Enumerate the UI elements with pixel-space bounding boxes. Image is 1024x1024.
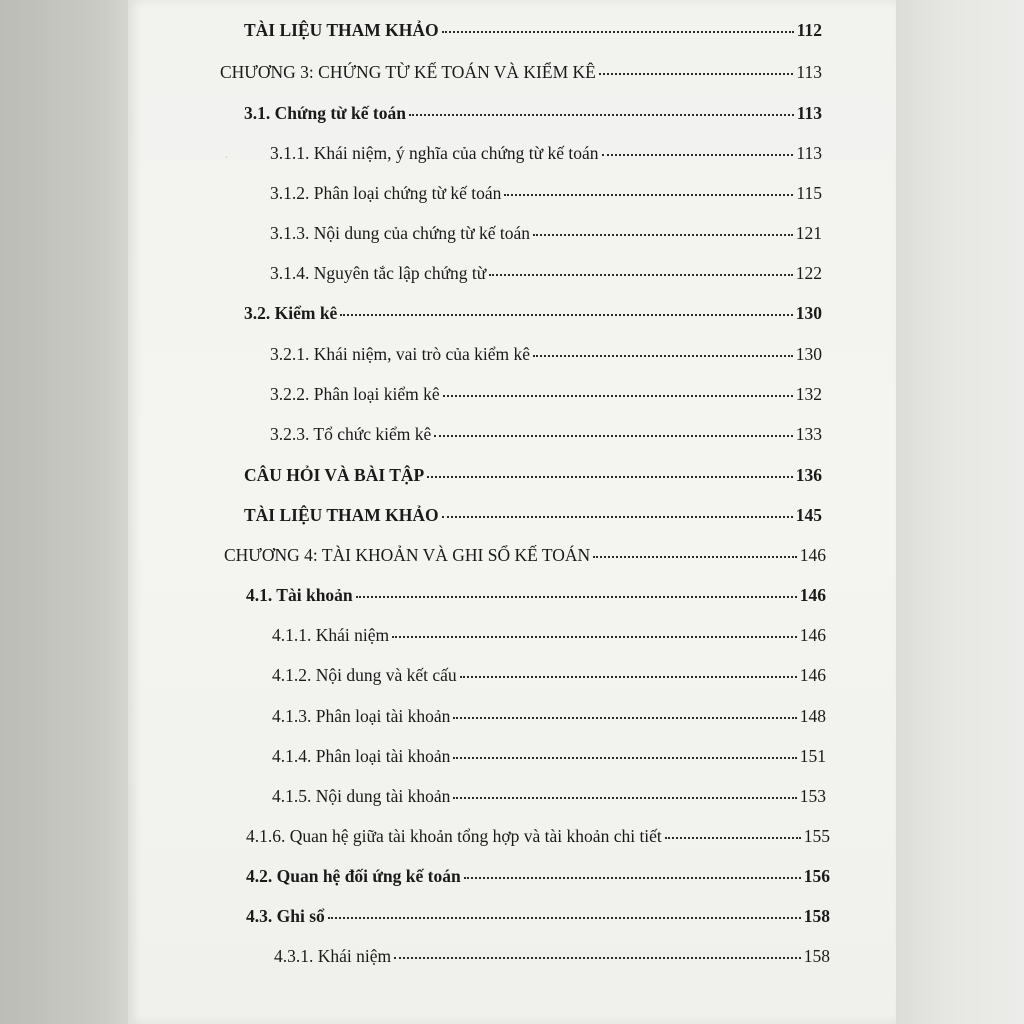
- dot-leader: [409, 114, 794, 116]
- toc-entry-title: 3.1.2. Phân loại chứng từ kế toán: [270, 183, 502, 203]
- toc-entry-page-number: 113: [796, 62, 822, 82]
- page-edge: [896, 0, 1024, 1024]
- toc-entry-page-number: 122: [795, 263, 822, 283]
- toc-entry-title: 3.1.3. Nội dung của chứng từ kế toán: [270, 223, 531, 243]
- toc-entry-title: 3.2.2. Phân loại kiểm kê: [270, 384, 440, 404]
- toc-entry-title: 4.3.1. Khái niệm: [274, 946, 392, 966]
- dot-leader: [340, 314, 792, 316]
- toc-entry-title: 4.1.5. Nội dung tài khoản: [272, 786, 451, 806]
- toc-entry-title: 4.2. Quan hệ đối ứng kế toán: [246, 866, 461, 886]
- toc-entry-page-number: 132: [795, 384, 822, 404]
- toc-entry: [270, 183, 822, 204]
- toc-entry-page-number: 146: [799, 625, 826, 645]
- toc-entry-title: 3.1. Chứng từ kế toán: [244, 103, 406, 123]
- toc-entry: [270, 223, 822, 244]
- toc-entry: [270, 344, 822, 365]
- toc-entry-page-number: 113: [796, 143, 822, 163]
- toc-entry: [246, 866, 830, 887]
- dot-leader: [328, 917, 801, 919]
- toc-entry-title: 4.1.4. Phân loại tài khoản: [272, 746, 451, 766]
- toc-entry: [270, 143, 822, 164]
- toc-entry-page-number: 146: [799, 585, 826, 605]
- dot-leader: [427, 476, 793, 478]
- dot-leader: [392, 636, 797, 638]
- dot-leader: [665, 837, 801, 839]
- dot-leader: [453, 717, 796, 719]
- toc-entry-title: 3.2. Kiểm kê: [244, 303, 338, 323]
- dot-leader: [434, 435, 792, 437]
- dot-leader: [593, 556, 797, 558]
- dot-leader: [443, 395, 793, 397]
- toc-entry: [246, 906, 830, 927]
- toc-entry-page-number: 158: [803, 906, 830, 926]
- dot-leader: [453, 797, 796, 799]
- toc-entry: [270, 424, 822, 445]
- toc-entry-page-number: 130: [795, 303, 822, 323]
- dot-leader: [533, 355, 793, 357]
- toc-entry: [246, 585, 826, 606]
- dot-leader: [442, 516, 793, 518]
- dot-leader: [453, 757, 796, 759]
- dot-leader: [356, 596, 797, 598]
- toc-entry: [246, 826, 830, 847]
- bleed-through-text: ·: [224, 150, 229, 166]
- dot-leader: [602, 154, 794, 156]
- toc-entry-title: CHƯƠNG 3: CHỨNG TỪ KẾ TOÁN VÀ KIỂM KÊ: [220, 62, 596, 82]
- table-of-contents: [128, 0, 896, 1024]
- toc-entry-page-number: 121: [795, 223, 822, 243]
- toc-entry: [270, 263, 822, 284]
- toc-entry-page-number: 156: [803, 866, 830, 886]
- book-page: [128, 0, 896, 1024]
- toc-entry: [244, 505, 822, 526]
- toc-entry-title: CÂU HỎI VÀ BÀI TẬP: [244, 465, 425, 485]
- toc-entry-page-number: 130: [795, 344, 822, 364]
- toc-entry: [220, 62, 822, 83]
- dot-leader: [464, 877, 801, 879]
- toc-entry-page-number: 158: [803, 946, 830, 966]
- toc-entry-title: 3.1.1. Khái niệm, ý nghĩa của chứng từ kế toán: [270, 143, 599, 163]
- toc-entry-title: TÀI LIỆU THAM KHẢO: [244, 505, 439, 525]
- toc-entry-title: 4.1.3. Phân loại tài khoản: [272, 706, 451, 726]
- toc-entry-title: 4.3. Ghi sổ: [246, 906, 325, 926]
- toc-entry: [244, 465, 822, 486]
- toc-entry-title: 3.2.1. Khái niệm, vai trò của kiểm kê: [270, 344, 530, 364]
- toc-entry: [272, 746, 826, 767]
- toc-entry-page-number: 151: [799, 746, 826, 766]
- toc-entry-page-number: 146: [799, 545, 826, 565]
- toc-entry-page-number: 145: [795, 505, 822, 525]
- dot-leader: [599, 73, 794, 75]
- toc-entry-title: 4.1. Tài khoản: [246, 585, 353, 605]
- dot-leader: [394, 957, 801, 959]
- toc-entry-page-number: 115: [796, 183, 822, 203]
- toc-entry-page-number: 153: [799, 786, 826, 806]
- toc-entry-page-number: 133: [795, 424, 822, 444]
- toc-entry: [270, 384, 822, 405]
- toc-entry: [274, 946, 830, 967]
- toc-entry: [272, 706, 826, 727]
- toc-entry-title: CHƯƠNG 4: TÀI KHOẢN VÀ GHI SỔ KẾ TOÁN: [224, 545, 591, 565]
- page-gutter: [0, 0, 128, 1024]
- toc-entry: [272, 665, 826, 686]
- dot-leader: [460, 676, 797, 678]
- toc-entry-title: 3.1.4. Nguyên tắc lập chứng từ: [270, 263, 487, 283]
- toc-entry-page-number: 146: [799, 665, 826, 685]
- toc-entry-page-number: 113: [796, 103, 822, 123]
- dot-leader: [442, 31, 794, 33]
- toc-entry-title: 4.1.6. Quan hệ giữa tài khoản tổng hợp và tài khoản chi tiết: [246, 826, 662, 846]
- toc-entry: [244, 303, 822, 324]
- toc-entry: [224, 545, 826, 566]
- dot-leader: [504, 194, 793, 196]
- toc-entry: [272, 625, 826, 646]
- toc-entry-page-number: 136: [795, 465, 822, 485]
- toc-entry-title: 4.1.1. Khái niệm: [272, 625, 390, 645]
- toc-entry: [272, 786, 826, 807]
- toc-entry: [244, 103, 822, 124]
- dot-leader: [533, 234, 793, 236]
- toc-entry-page-number: 112: [796, 20, 822, 40]
- toc-entry-title: TÀI LIỆU THAM KHẢO: [244, 20, 439, 40]
- toc-entry-page-number: 148: [799, 706, 826, 726]
- toc-entry: [244, 20, 822, 41]
- toc-entry-title: 3.2.3. Tổ chức kiểm kê: [270, 424, 432, 444]
- dot-leader: [489, 274, 792, 276]
- toc-entry-title: 4.1.2. Nội dung và kết cấu: [272, 665, 457, 685]
- toc-entry-page-number: 155: [803, 826, 830, 846]
